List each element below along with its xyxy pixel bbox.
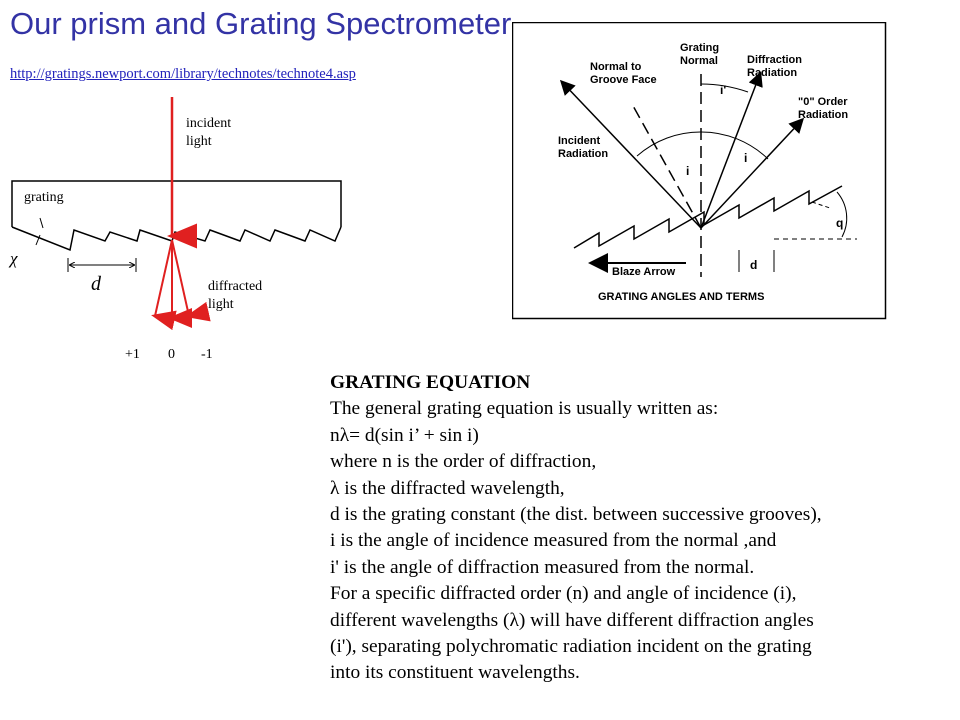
label-zero-order-2: Radiation [798, 109, 849, 121]
label-blaze-arrow: Blaze Arrow [612, 266, 676, 278]
incident-label-2: light [186, 134, 212, 149]
label-diffraction-1: Diffraction [747, 54, 802, 66]
equation-line: into its constituent wavelengths. [330, 662, 580, 684]
label-diffraction-2: Radiation [747, 67, 798, 79]
diffracted-label-1: diffracted [208, 279, 263, 294]
equation-line: The general grating equation is usually written as: [330, 398, 719, 420]
chi-label: χ [10, 249, 18, 268]
label-i-left: i [686, 164, 690, 178]
d-label: d [91, 273, 101, 295]
grating-angles-figure [512, 22, 887, 320]
equation-heading: GRATING EQUATION [330, 372, 531, 393]
equation-line: d is the grating constant (the dist. between successive grooves), [330, 504, 822, 526]
equation-line: different wavelengths (λ) will have different diffraction angles [330, 609, 814, 631]
figure-caption: GRATING ANGLES AND TERMS [598, 291, 765, 303]
order-minus1-label: -1 [201, 347, 213, 362]
label-normal-groove-2: Groove Face [590, 74, 657, 86]
equation-line: λ is the diffracted wavelength, [330, 477, 565, 499]
grating-diffraction-diagram [0, 95, 360, 370]
grating-equation-block [330, 370, 955, 687]
label-zero-order-1: "0" Order [798, 96, 848, 108]
diffracted-ray-minus1 [172, 240, 189, 316]
order-0-label: 0 [168, 347, 175, 362]
label-normal-groove-1: Normal to [590, 61, 642, 73]
label-grating-normal-1: Grating [680, 42, 720, 54]
diffracted-ray-plus1 [155, 240, 172, 316]
label-incident-2: Radiation [558, 148, 609, 160]
equation-line: (i'), separating polychromatic radiation incident on the grating [330, 636, 812, 658]
label-i-right: i [744, 151, 748, 165]
label-d: d [750, 258, 758, 272]
equation-line: where n is the order of diffraction, [330, 451, 597, 473]
equation-line: For a specific diffracted order (n) and angle of incidence (i), [330, 583, 797, 605]
label-q: q [836, 216, 844, 230]
label-grating-normal-2: Normal [680, 55, 718, 67]
grating-label: grating [24, 190, 64, 205]
equation-line: nλ= d(sin i’ + sin i) [330, 424, 479, 446]
equation-line: i' is the angle of diffraction measured from the normal. [330, 556, 755, 578]
chi-mark [40, 218, 43, 228]
label-incident-1: Incident [558, 135, 601, 147]
label-i-prime: i' [720, 83, 727, 97]
equation-line: i is the angle of incidence measured from the normal ,and [330, 530, 777, 552]
diffracted-label-2: light [208, 297, 234, 312]
order-plus1-label: +1 [125, 347, 140, 362]
reference-link[interactable]: http://gratings.newport.com/library/technotes/technote4.asp [10, 66, 356, 82]
page-title: Our prism and Grating Spectrometer [10, 6, 512, 41]
incident-label-1: incident [186, 116, 232, 131]
grating-sawtooth [12, 227, 341, 250]
